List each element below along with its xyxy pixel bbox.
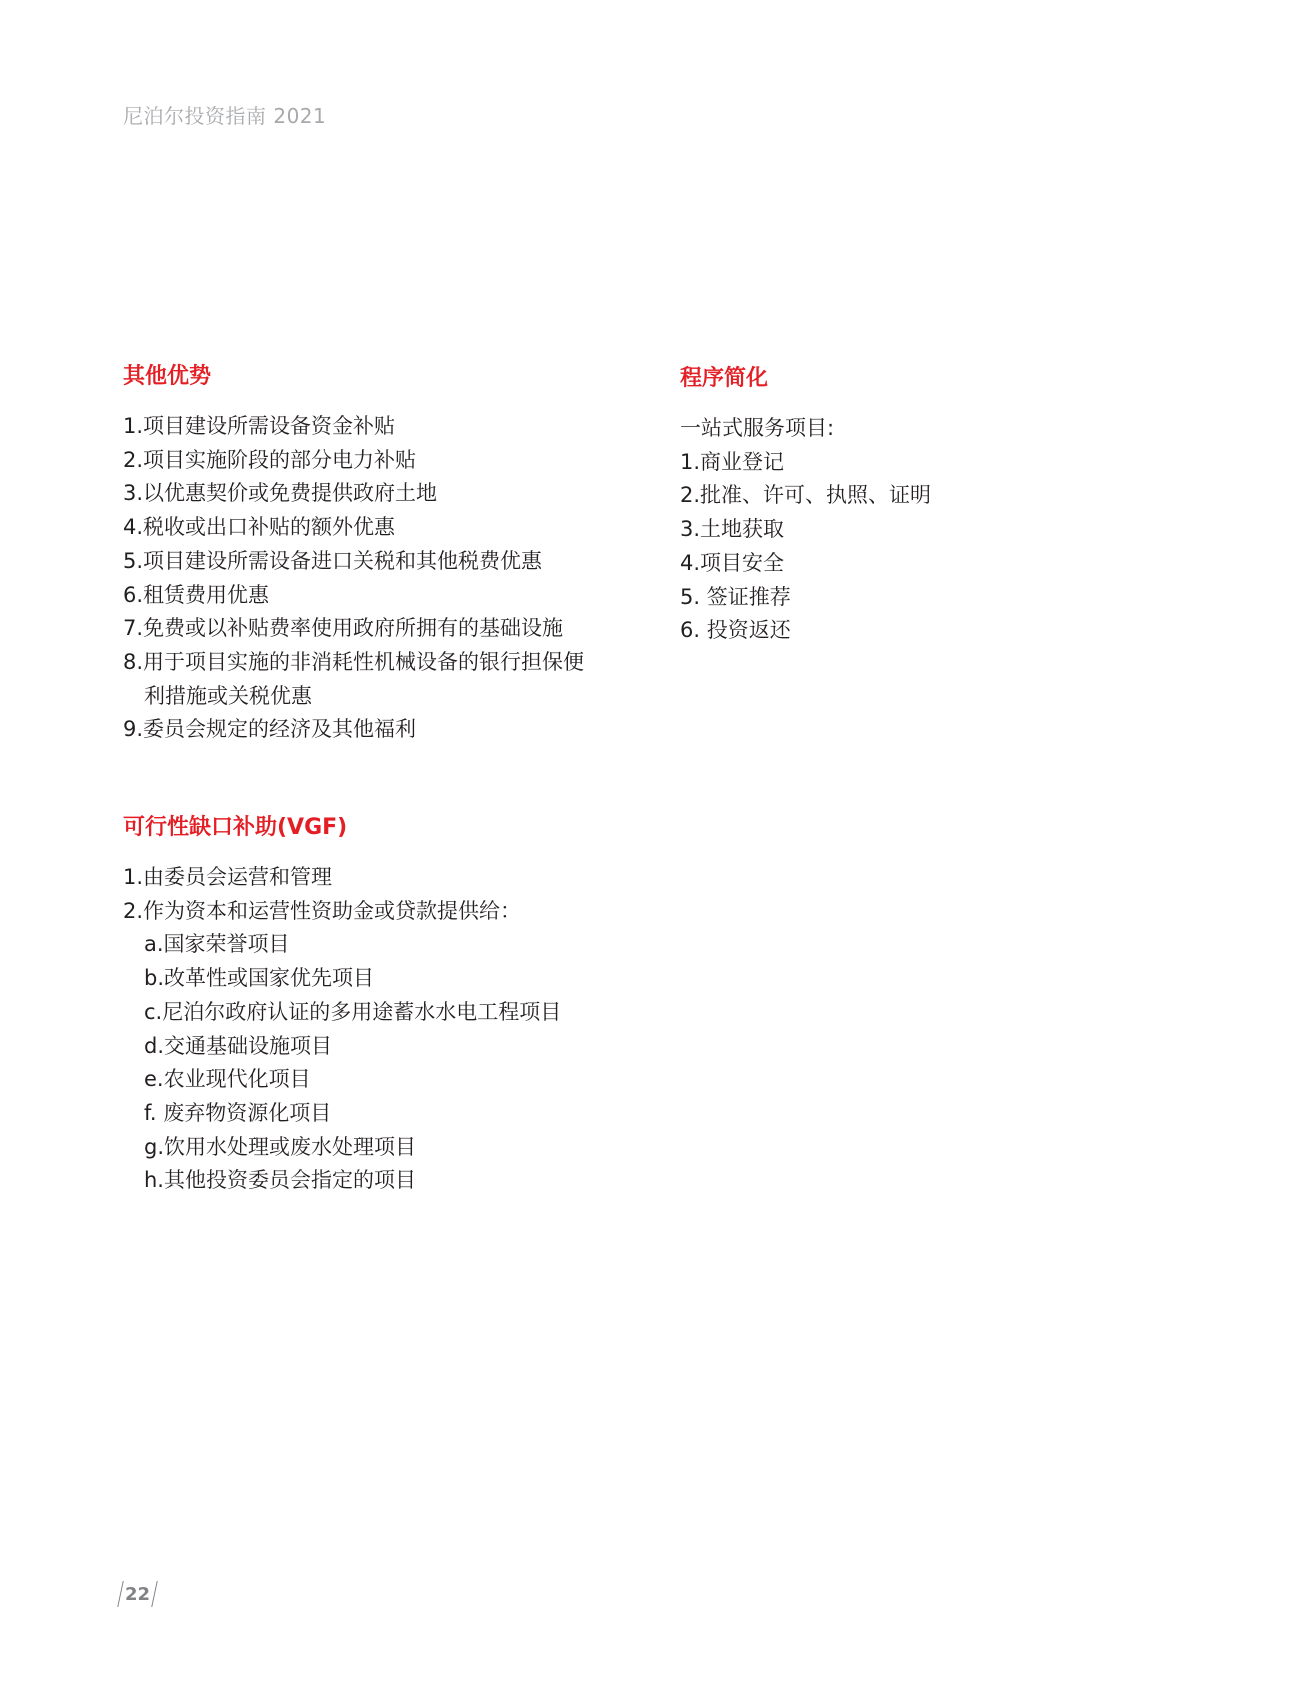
sub-list-item: c.尼泊尔政府认证的多用途蓄水水电工程项目 — [144, 999, 562, 1024]
section-procedure — [680, 364, 1200, 648]
list-item: 4.税收或出口补贴的额外优惠 — [123, 515, 396, 540]
list-item: 3.以优惠契价或免费提供政府土地 — [123, 481, 438, 506]
list-item: 5. 签证推荐 — [680, 584, 791, 609]
list-item: 8.用于项目实施的非消耗性机械设备的银行担保便 — [123, 649, 585, 674]
sub-list-item: d.交通基础设施项目 — [144, 1033, 333, 1058]
list-item: 7.免费或以补贴费率使用政府所拥有的基础设施 — [123, 616, 564, 641]
sub-list-item: a.国家荣誉项目 — [144, 932, 290, 957]
sub-list-item: b.改革性或国家优先项目 — [144, 966, 375, 991]
list-intro: 一站式服务项目: — [680, 416, 835, 440]
list-item: 2.项目实施阶段的部分电力补贴 — [123, 447, 417, 472]
list-item: 1.项目建设所需设备资金补贴 — [123, 414, 396, 438]
list-item: 1.由委员会运营和管理 — [123, 865, 333, 889]
section-title: 其他优势 — [123, 364, 212, 389]
procedure-list — [680, 412, 1200, 648]
sub-list-item: e.农业现代化项目 — [144, 1067, 311, 1092]
list-item: 3.土地获取 — [680, 517, 785, 542]
slash-divider — [151, 1581, 158, 1607]
list-item-continuation: 利措施或关税优惠 — [144, 683, 312, 708]
slash-divider — [117, 1581, 124, 1607]
vgf-list — [123, 861, 763, 1198]
running-header: 尼泊尔投资指南 2021 — [123, 104, 327, 128]
section-title: 可行性缺口补助(VGF) — [123, 815, 348, 840]
sub-list-item: f. 废弃物资源化项目 — [144, 1100, 332, 1125]
list-item: 6.租赁费用优惠 — [123, 582, 270, 607]
list-item: 5.项目建设所需设备进口关税和其他税费优惠 — [123, 548, 543, 573]
section-vgf — [123, 813, 763, 1198]
list-item: 9.委员会规定的经济及其他福利 — [123, 717, 417, 742]
sub-list-item: h.其他投资委员会指定的项目 — [144, 1168, 416, 1193]
advantages-list — [123, 410, 683, 747]
list-item: 6. 投资返还 — [680, 618, 791, 643]
list-item: 2.批准、许可、执照、证明 — [680, 483, 932, 508]
list-item: 2.作为资本和运营性资助金或贷款提供给： — [123, 898, 522, 923]
list-item: 1.商业登记 — [680, 449, 785, 474]
section-title: 程序简化 — [680, 366, 769, 391]
page-number-text: 22 — [125, 1583, 151, 1605]
page-number — [116, 1581, 159, 1607]
sub-list-item: g.饮用水处理或废水处理项目 — [144, 1134, 417, 1159]
section-other-advantages — [123, 362, 683, 747]
list-item: 4.项目安全 — [680, 550, 785, 575]
